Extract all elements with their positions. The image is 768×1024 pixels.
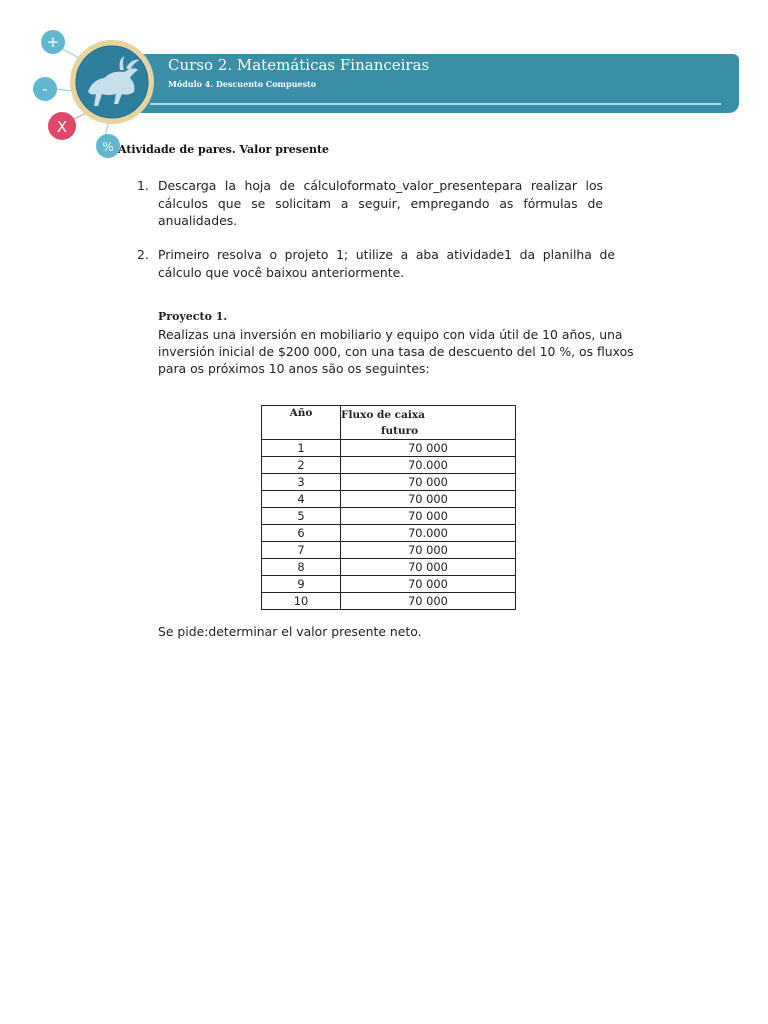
year-cell: 1 <box>262 440 341 457</box>
table-row <box>262 491 516 508</box>
table-row <box>262 559 516 576</box>
step-number: 1. <box>137 178 149 193</box>
year-cell: 3 <box>262 474 341 491</box>
flow-cell: 70 000 <box>341 576 516 593</box>
column-header-flow <box>341 406 516 440</box>
plus-icon <box>41 30 65 54</box>
project-title: Proyecto 1. <box>158 310 228 323</box>
table-row <box>262 525 516 542</box>
module-title: Módulo 4. Descuento Compuesto <box>168 79 317 89</box>
table-row <box>262 457 516 474</box>
flow-cell: 70 000 <box>341 542 516 559</box>
banner-divider <box>150 103 721 105</box>
svg-text:%: % <box>102 140 114 154</box>
step-item <box>137 177 603 230</box>
percent-icon <box>96 134 120 158</box>
course-title: Curso 2. Matemáticas Financeiras <box>168 56 430 74</box>
times-icon <box>48 112 76 140</box>
step-item <box>137 246 615 281</box>
project-description: Realizas una inversión en mobiliario y equipo con vida útil de 10 años, una inversión inicial de $200 000, con una tasa de descuento del 10 %, os fluxos para os próximos 10 anos são os seguintes: <box>158 327 634 376</box>
year-cell: 8 <box>262 559 341 576</box>
svg-text:-: - <box>42 80 48 98</box>
step-text: Primeiro resolva o projeto 1; utilize a aba atividade1 da planilha de cálculo que você baixou anteriormente. <box>158 247 615 280</box>
flow-cell: 70 000 <box>341 593 516 610</box>
table-row <box>262 576 516 593</box>
svg-text:+: + <box>46 33 60 51</box>
request-text: Se pide:determinar el valor presente neto. <box>158 624 422 639</box>
column-header-year: Año <box>262 406 341 440</box>
minus-icon <box>33 77 57 101</box>
table-row <box>262 474 516 491</box>
year-cell: 4 <box>262 491 341 508</box>
flow-cell: 70 000 <box>341 440 516 457</box>
svg-text:X: X <box>56 118 68 136</box>
activity-title: Atividade de pares. Valor presente <box>118 143 330 156</box>
table-row <box>262 542 516 559</box>
column-header-flow-line1: Fluxo de caixa <box>341 409 425 421</box>
flow-cell: 70.000 <box>341 525 516 542</box>
table-row <box>262 508 516 525</box>
project-block <box>158 308 638 377</box>
year-cell: 7 <box>262 542 341 559</box>
step-number: 2. <box>137 247 149 262</box>
flow-cell: 70 000 <box>341 508 516 525</box>
flow-cell: 70 000 <box>341 474 516 491</box>
table-row <box>262 440 516 457</box>
flow-cell: 70 000 <box>341 491 516 508</box>
flow-cell: 70.000 <box>341 457 516 474</box>
cash-flow-table <box>261 405 516 610</box>
year-cell: 5 <box>262 508 341 525</box>
year-cell: 9 <box>262 576 341 593</box>
step-text: Descarga la hoja de cálculoformato_valor_presentepara realizar los cálculos que se solicitam a seguir, empregando as fórmulas de anualidades. <box>158 178 603 228</box>
column-header-flow-line2: futuro <box>381 425 419 437</box>
flow-cell: 70 000 <box>341 559 516 576</box>
year-cell: 6 <box>262 525 341 542</box>
year-cell: 2 <box>262 457 341 474</box>
table-row <box>262 593 516 610</box>
year-cell: 10 <box>262 593 341 610</box>
table-header-row <box>262 406 516 440</box>
